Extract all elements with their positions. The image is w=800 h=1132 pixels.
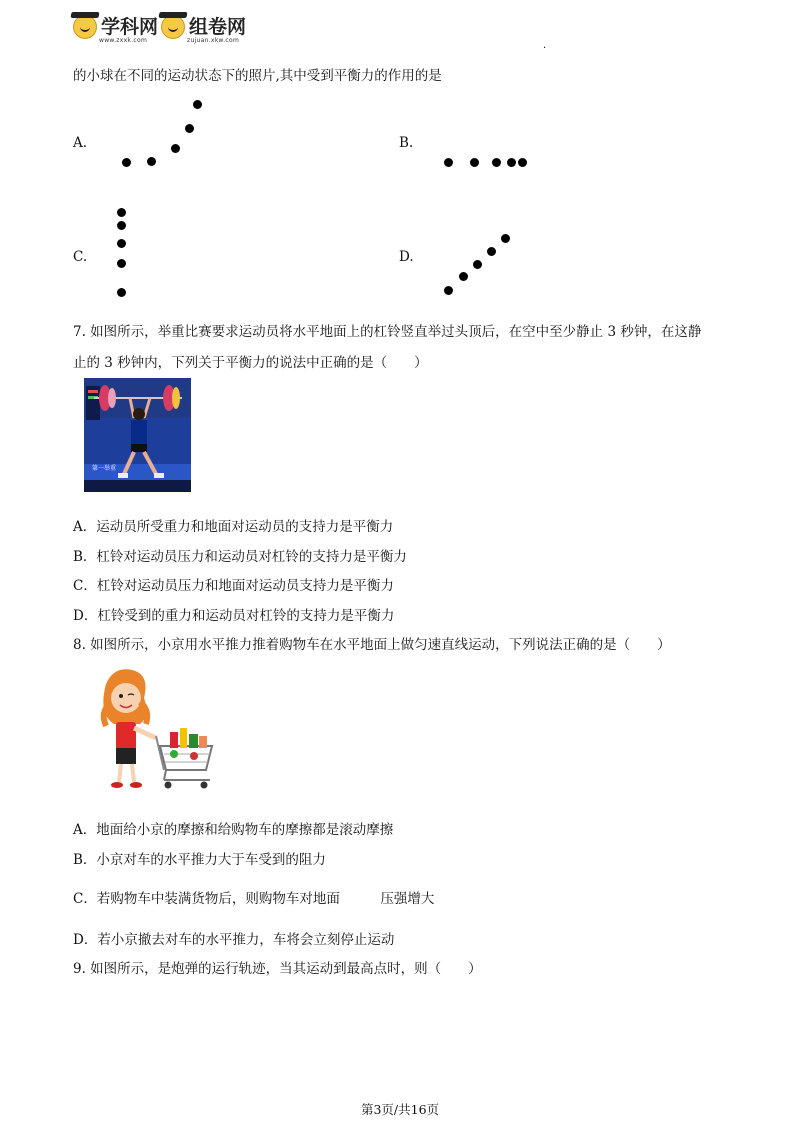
q6-option-c-label: C. xyxy=(73,249,88,265)
mascot-icon xyxy=(73,15,97,39)
q7-option-c: C．杠铃对运动员压力和地面对运动员支持力是平衡力 xyxy=(73,578,394,594)
q7-option-a: A．运动员所受重力和地面对运动员的支持力是平衡力 xyxy=(73,519,394,535)
page-number: 第3页/共16页 xyxy=(360,1102,440,1117)
zxxk-logo xyxy=(73,15,159,44)
zujuan-logo xyxy=(161,15,247,44)
image-caption: 第一举重 xyxy=(92,465,117,472)
ball-dot xyxy=(117,239,126,248)
ball-dot xyxy=(473,260,482,269)
ball-dot xyxy=(501,234,510,243)
logo-name: 组卷网 xyxy=(189,15,247,38)
mascot-icon xyxy=(161,15,185,39)
ball-dot xyxy=(117,208,126,217)
ball-dot xyxy=(507,158,516,167)
ball-dot xyxy=(117,221,126,230)
ball-dot xyxy=(193,100,202,109)
q6-option-a-label: A. xyxy=(73,135,88,151)
ball-dot xyxy=(185,124,194,133)
ball-dot xyxy=(470,158,479,167)
ball-dot xyxy=(444,158,453,167)
q9-stem: 9. 如图所示，是炮弹的运行轨迹，当其运动到最高点时，则（ ） xyxy=(73,961,482,977)
logo-url: www.zxxk.com xyxy=(99,37,148,44)
ball-dot xyxy=(117,259,126,268)
q6-option-b-label: B. xyxy=(399,135,414,151)
weightlifter-image xyxy=(84,378,191,492)
q7-stem-line2: 止的 3 秒钟内，下列关于平衡力的说法中正确的是（ ） xyxy=(73,355,428,371)
ball-dot xyxy=(492,158,501,167)
ball-dot xyxy=(459,272,468,281)
q8-option-d: D．若小京撤去对车的水平推力，车将会立刻停止运动 xyxy=(73,932,395,948)
q8-option-c: C．若购物车中装满货物后，则购物车对地面 压强增大 xyxy=(73,891,435,907)
q7-option-d: D．杠铃受到的重力和运动员对杠铃的支持力是平衡力 xyxy=(73,608,395,624)
q7-option-b: B．杠铃对运动员压力和运动员对杠铃的支持力是平衡力 xyxy=(73,549,407,565)
ball-dot xyxy=(117,288,126,297)
ball-dot xyxy=(487,247,496,256)
logo-name: 学科网 xyxy=(101,15,159,38)
ball-dot xyxy=(444,286,453,295)
page-mark: · xyxy=(543,43,547,54)
ball-dot xyxy=(122,158,131,167)
ball-dot xyxy=(171,144,180,153)
ball-dot xyxy=(147,157,156,166)
q6-stem: 的小球在不同的运动状态下的照片,其中受到平衡力的作用的是 xyxy=(73,68,442,84)
ball-dot xyxy=(518,158,527,167)
logo-url: zujuan.xkw.com xyxy=(187,37,240,44)
q7-stem-line1: 7. 如图所示，举重比赛要求运动员将水平地面上的杠铃竖直举过头顶后，在空中至少静止 3 秒钟，在这静 xyxy=(73,324,702,340)
q6-option-d-label: D. xyxy=(399,249,414,265)
q8-option-a: A．地面给小京的摩擦和给购物车的摩擦都是滚动摩擦 xyxy=(73,822,394,838)
q8-option-b: B．小京对车的水平推力大于车受到的阻力 xyxy=(73,852,326,868)
q8-stem: 8. 如图所示，小京用水平推力推着购物车在水平地面上做匀速直线运动，下列说法正确的是（ ） xyxy=(73,637,671,653)
shopping-cart-girl-image xyxy=(84,664,218,792)
